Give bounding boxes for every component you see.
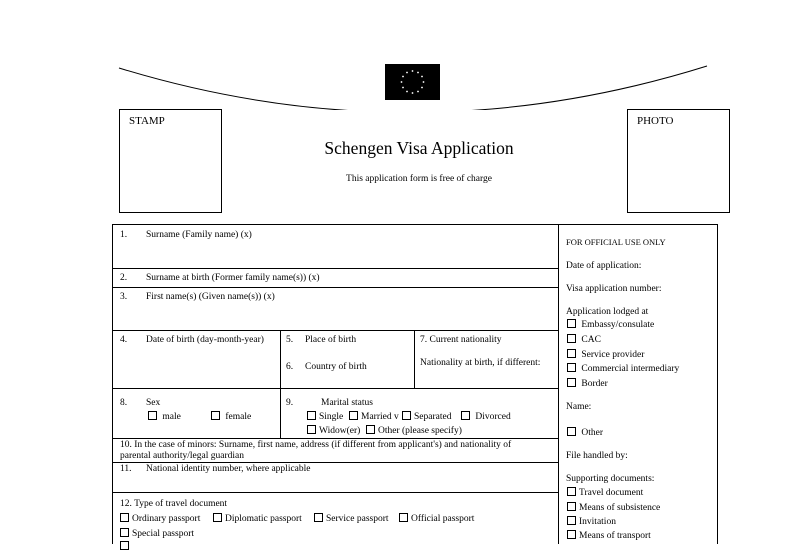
checkbox-icon[interactable] <box>567 349 576 358</box>
checkbox-icon[interactable] <box>213 513 222 522</box>
photo-box <box>627 109 730 213</box>
field-5-number: 5. <box>286 335 294 345</box>
field-1-number: 1. <box>120 230 128 240</box>
checkbox-icon[interactable] <box>148 411 157 420</box>
checkbox-icon[interactable] <box>120 528 129 537</box>
field-7-label: 7. Current nationality <box>420 335 502 345</box>
marital-widow-option[interactable]: Widow(er) <box>307 425 360 437</box>
lodged-border-option[interactable]: Border <box>567 378 608 390</box>
photo-label: PHOTO <box>637 115 674 127</box>
checkbox-icon[interactable] <box>402 411 411 420</box>
lodged-at-label: Application lodged at <box>566 307 649 317</box>
lodged-commercial-option[interactable]: Commercial intermediary <box>567 363 679 375</box>
support-means-subsistence-option[interactable]: Means of subsistence <box>567 502 660 514</box>
form-subtitle: This application form is free of charge <box>346 174 492 184</box>
sex-male-option[interactable]: male <box>148 411 181 423</box>
checkbox-icon[interactable] <box>567 502 576 511</box>
field-10-label-continued: parental authority/legal guardian <box>120 451 244 461</box>
checkbox-icon[interactable] <box>120 513 129 522</box>
stamp-box <box>119 109 222 213</box>
checkbox-icon[interactable] <box>399 513 408 522</box>
support-means-transport-option[interactable]: Means of transport <box>567 530 651 542</box>
field-10-label: 10. In the case of minors: Surname, first name, address (if different from applicant's) and nationality of <box>120 440 512 450</box>
field-11-label: National identity number, where applicable <box>146 464 311 474</box>
field-12-label: 12. Type of travel document <box>120 499 228 509</box>
checkbox-icon[interactable] <box>567 530 576 539</box>
support-invitation-option[interactable]: Invitation <box>567 516 616 528</box>
sex-female-option[interactable]: female <box>211 411 251 423</box>
field-7-sub-label: Nationality at birth, if different: <box>420 358 541 368</box>
official-use-title: FOR OFFICIAL USE ONLY <box>566 237 666 247</box>
checkbox-icon[interactable] <box>211 411 220 420</box>
date-of-application-label: Date of application: <box>566 261 642 271</box>
stamp-label: STAMP <box>129 115 165 127</box>
marital-separated-option[interactable]: Separated <box>402 411 451 423</box>
field-4-label: Date of birth (day-month-year) <box>146 335 264 345</box>
checkbox-icon[interactable] <box>307 425 316 434</box>
diplomatic-passport-option[interactable]: Diplomatic passport <box>213 513 302 525</box>
field-8-label: Sex <box>146 398 161 408</box>
field-9-label: Marital status <box>321 398 373 408</box>
marital-single-option[interactable]: Single <box>307 411 343 423</box>
checkbox-icon[interactable] <box>366 425 375 434</box>
checkbox-icon[interactable] <box>567 487 576 496</box>
file-handled-by-label: File handled by: <box>566 451 628 461</box>
lodged-cac-option[interactable]: CAC <box>567 334 601 346</box>
checkbox-icon[interactable] <box>567 363 576 372</box>
checkbox-icon[interactable] <box>349 411 358 420</box>
field-3-number: 3. <box>120 292 128 302</box>
special-passport-option[interactable]: Special passport <box>120 528 194 540</box>
field-8-number: 8. <box>120 398 128 408</box>
visa-application-number-label: Visa application number: <box>566 284 662 294</box>
lodged-embassy-option[interactable]: Embassy/consulate <box>567 319 654 331</box>
checkbox-icon[interactable] <box>314 513 323 522</box>
checkbox-icon[interactable] <box>567 319 576 328</box>
field-6-number: 6. <box>286 362 294 372</box>
checkbox-icon[interactable] <box>307 411 316 420</box>
marital-other-option[interactable]: Other (please specify) <box>366 425 462 437</box>
field-3-label: First name(s) (Given name(s)) (x) <box>146 292 275 302</box>
field-4-number: 4. <box>120 335 128 345</box>
official-passport-option[interactable]: Official passport <box>399 513 474 525</box>
field-5-label: Place of birth <box>305 335 357 345</box>
marital-married-option[interactable]: Married v <box>349 411 399 423</box>
checkbox-icon[interactable] <box>567 427 576 436</box>
eu-flag-icon <box>385 64 440 100</box>
service-passport-option[interactable]: Service passport <box>314 513 389 525</box>
support-travel-document-option[interactable]: Travel document <box>567 487 643 499</box>
field-1-label: Surname (Family name) (x) <box>146 230 252 240</box>
field-6-label: Country of birth <box>305 362 367 372</box>
field-2-label: Surname at birth (Former family name(s)) (x) <box>146 273 320 283</box>
other-option[interactable]: Other <box>567 427 603 439</box>
lodged-service-provider-option[interactable]: Service provider <box>567 349 644 361</box>
checkbox-icon[interactable] <box>461 411 470 420</box>
form-title: Schengen Visa Application <box>324 138 514 158</box>
field-2-number: 2. <box>120 273 128 283</box>
marital-divorced-option[interactable]: Divorced <box>461 411 511 423</box>
checkbox-icon[interactable] <box>567 516 576 525</box>
field-9-number: 9. <box>286 398 294 408</box>
checkbox-icon[interactable] <box>567 334 576 343</box>
ordinary-passport-option[interactable]: Ordinary passport <box>120 513 200 525</box>
field-11-number: 11. <box>120 464 132 474</box>
name-label: Name: <box>566 402 592 412</box>
supporting-documents-label: Supporting documents: <box>566 474 655 484</box>
checkbox-icon[interactable] <box>567 378 576 387</box>
checkbox-icon[interactable] <box>120 541 129 550</box>
